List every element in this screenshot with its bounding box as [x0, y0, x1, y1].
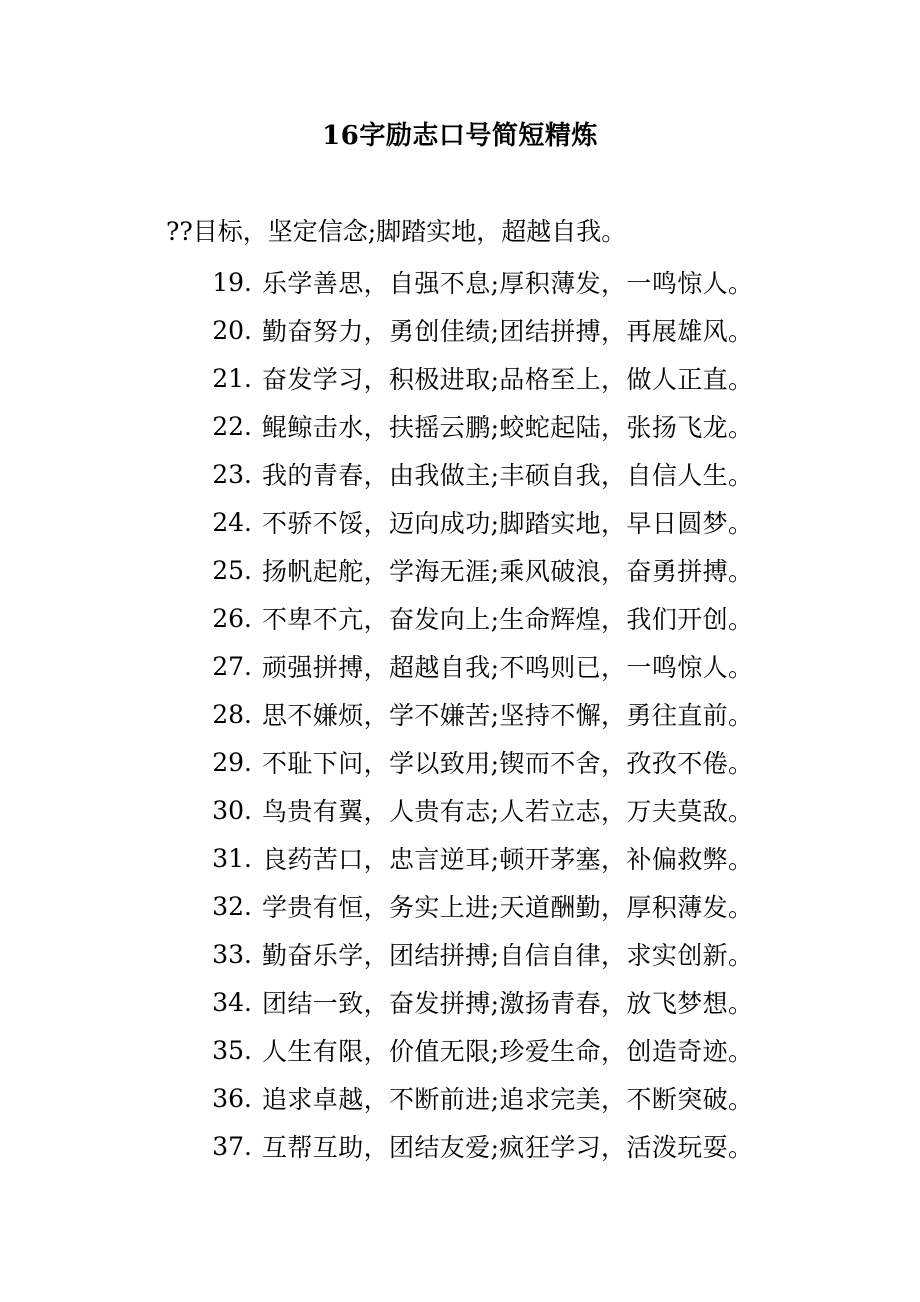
item-text: 勤奋乐学，团结拼搏;自信自律，求实创新。 [262, 941, 754, 970]
item-number: 33. [212, 939, 252, 969]
item-number: 35. [212, 1035, 252, 1065]
item-text: 乐学善思，自强不息;厚积薄发，一鸣惊人。 [262, 269, 754, 298]
list-item [0, 642, 920, 690]
item-number: 31. [212, 843, 252, 873]
item-text: 人生有限，价值无限;珍爱生命，创造奇迹。 [262, 1037, 754, 1066]
item-number: 24. [212, 507, 252, 537]
list-item [0, 546, 920, 594]
list-item [0, 978, 920, 1026]
item-number: 36. [212, 1083, 252, 1113]
list-item [0, 450, 920, 498]
list-item [0, 354, 920, 402]
page-title: 16字励志口号简短精炼 [322, 121, 598, 151]
item-text: 不耻下问，学以致用;锲而不舍，孜孜不倦。 [262, 749, 754, 778]
item-text: 鸟贵有翼，人贵有志;人若立志，万夫莫敌。 [262, 797, 754, 826]
item-text: 扬帆起舵，学海无涯;乘风破浪，奋勇拼搏。 [262, 557, 754, 586]
item-number: 19. [212, 267, 252, 297]
item-text: 顽强拼搏，超越自我;不鸣则已，一鸣惊人。 [262, 653, 754, 682]
list-item [0, 258, 920, 306]
list-item [0, 882, 920, 930]
item-text: 良药苦口，忠言逆耳;顿开茅塞，补偏救弊。 [262, 845, 754, 874]
item-text: 鲲鲸击水，扶摇云鹏;蛟蛇起陆，张扬飞龙。 [262, 413, 754, 442]
slogan-list [0, 258, 920, 1170]
item-text: 思不嫌烦，学不嫌苦;坚持不懈，勇往直前。 [262, 701, 754, 730]
list-item [0, 498, 920, 546]
list-item [0, 738, 920, 786]
item-number: 22. [212, 411, 252, 441]
item-text: 我的青春，由我做主;丰硕自我，自信人生。 [262, 461, 754, 490]
list-item [0, 1026, 920, 1074]
item-text: 互帮互助，团结友爱;疯狂学习，活泼玩耍。 [262, 1133, 754, 1162]
list-item [0, 834, 920, 882]
list-item [0, 930, 920, 978]
list-item [0, 690, 920, 738]
item-text: 不骄不馁，迈向成功;脚踏实地，早日圆梦。 [262, 509, 754, 538]
item-text: 追求卓越，不断前进;追求完美，不断突破。 [262, 1085, 754, 1114]
list-item [0, 594, 920, 642]
item-number: 21. [212, 363, 252, 393]
item-text: 不卑不亢，奋发向上;生命辉煌，我们开创。 [262, 605, 754, 634]
list-item [0, 402, 920, 450]
item-number: 34. [212, 987, 252, 1017]
item-number: 27. [212, 651, 252, 681]
list-item [0, 306, 920, 354]
item-number: 30. [212, 795, 252, 825]
item-text: 团结一致，奋发拼搏;激扬青春，放飞梦想。 [262, 989, 754, 1018]
item-number: 26. [212, 603, 252, 633]
item-number: 23. [212, 459, 252, 489]
item-number: 28. [212, 699, 252, 729]
item-text: 勤奋努力，勇创佳绩;团结拼搏，再展雄风。 [262, 317, 754, 346]
intro-line: ??目标，坚定信念;脚踏实地，超越自我。 [166, 217, 627, 246]
item-number: 29. [212, 747, 252, 777]
list-item [0, 1074, 920, 1122]
item-number: 37. [212, 1131, 252, 1161]
list-item [0, 786, 920, 834]
list-item [0, 1122, 920, 1170]
item-text: 奋发学习，积极进取;品格至上，做人正直。 [262, 365, 754, 394]
item-number: 32. [212, 891, 252, 921]
item-number: 25. [212, 555, 252, 585]
item-text: 学贵有恒，务实上进;天道酬勤，厚积薄发。 [262, 893, 754, 922]
item-number: 20. [212, 315, 252, 345]
